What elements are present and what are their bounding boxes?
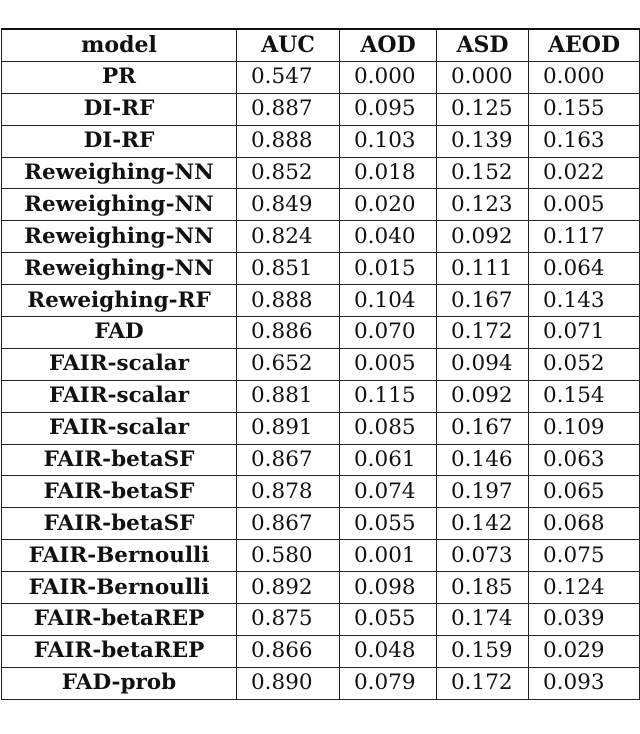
cell-aeod: 0.064 (529, 253, 640, 285)
cell-aod: 0.001 (340, 540, 437, 572)
cell-model: FAIR-scalar (2, 348, 237, 380)
table-row (2, 157, 640, 189)
cell-aod: 0.115 (340, 380, 437, 412)
cell-aod: 0.085 (340, 412, 437, 444)
header-row (2, 29, 640, 61)
cell-model: FAIR-scalar (2, 380, 237, 412)
cell-aeod: 0.005 (529, 189, 640, 221)
cell-auc: 0.849 (237, 189, 340, 221)
cell-auc: 0.887 (237, 93, 340, 125)
cell-model: FAIR-betaSF (2, 476, 237, 508)
cell-aod: 0.074 (340, 476, 437, 508)
cell-asd: 0.094 (437, 348, 529, 380)
table-row (2, 444, 640, 476)
cell-asd: 0.000 (437, 61, 529, 93)
cell-auc: 0.891 (237, 412, 340, 444)
cell-aod: 0.040 (340, 221, 437, 253)
cell-aeod: 0.065 (529, 476, 640, 508)
cell-auc: 0.888 (237, 125, 340, 157)
cell-aod: 0.079 (340, 667, 437, 699)
cell-aod: 0.018 (340, 157, 437, 189)
cell-auc: 0.547 (237, 61, 340, 93)
cell-aod: 0.005 (340, 348, 437, 380)
cell-asd: 0.125 (437, 93, 529, 125)
column-header-asd: ASD (437, 29, 529, 61)
cell-model: FAIR-Bernoulli (2, 572, 237, 604)
cell-auc: 0.866 (237, 635, 340, 667)
cell-aeod: 0.029 (529, 635, 640, 667)
cell-asd: 0.111 (437, 253, 529, 285)
table-row (2, 572, 640, 604)
cell-aeod: 0.039 (529, 604, 640, 636)
table-row (2, 61, 640, 93)
cell-asd: 0.185 (437, 572, 529, 604)
cell-aod: 0.000 (340, 61, 437, 93)
table-row (2, 604, 640, 636)
cell-auc: 0.867 (237, 508, 340, 540)
cell-asd: 0.167 (437, 412, 529, 444)
cell-model: FAIR-betaSF (2, 508, 237, 540)
cell-auc: 0.886 (237, 317, 340, 349)
cell-auc: 0.892 (237, 572, 340, 604)
cell-asd: 0.172 (437, 317, 529, 349)
cell-model: FAIR-Bernoulli (2, 540, 237, 572)
cell-aeod: 0.093 (529, 667, 640, 699)
table-row (2, 125, 640, 157)
cell-aeod: 0.109 (529, 412, 640, 444)
cell-asd: 0.123 (437, 189, 529, 221)
column-header-auc: AUC (237, 29, 340, 61)
cell-aeod: 0.075 (529, 540, 640, 572)
cell-aeod: 0.124 (529, 572, 640, 604)
cell-aod: 0.095 (340, 93, 437, 125)
caption-fragment (0, 0, 640, 5)
cell-aod: 0.061 (340, 444, 437, 476)
cell-asd: 0.146 (437, 444, 529, 476)
cell-asd: 0.167 (437, 285, 529, 317)
table-row (2, 540, 640, 572)
cell-asd: 0.174 (437, 604, 529, 636)
column-header-aod: AOD (340, 29, 437, 61)
cell-auc: 0.878 (237, 476, 340, 508)
cell-model: Reweighing-RF (2, 285, 237, 317)
cell-model: Reweighing-NN (2, 253, 237, 285)
cell-asd: 0.197 (437, 476, 529, 508)
cell-model: DI-RF (2, 93, 237, 125)
table-row (2, 635, 640, 667)
cell-aod: 0.104 (340, 285, 437, 317)
results-table (1, 28, 640, 700)
table-row (2, 380, 640, 412)
table-row (2, 667, 640, 699)
table-row (2, 253, 640, 285)
cell-auc: 0.867 (237, 444, 340, 476)
cell-aeod: 0.154 (529, 380, 640, 412)
table-row (2, 476, 640, 508)
cell-asd: 0.139 (437, 125, 529, 157)
cell-asd: 0.092 (437, 221, 529, 253)
column-header-model: model (2, 29, 237, 61)
cell-auc: 0.580 (237, 540, 340, 572)
cell-aeod: 0.155 (529, 93, 640, 125)
cell-aod: 0.103 (340, 125, 437, 157)
cell-asd: 0.092 (437, 380, 529, 412)
cell-asd: 0.152 (437, 157, 529, 189)
table-row (2, 348, 640, 380)
cell-auc: 0.881 (237, 380, 340, 412)
table-body (2, 61, 640, 699)
cell-model: FAD-prob (2, 667, 237, 699)
cell-auc: 0.652 (237, 348, 340, 380)
cell-model: Reweighing-NN (2, 189, 237, 221)
cell-auc: 0.890 (237, 667, 340, 699)
cell-asd: 0.172 (437, 667, 529, 699)
cell-auc: 0.824 (237, 221, 340, 253)
cell-model: PR (2, 61, 237, 93)
table-row (2, 221, 640, 253)
cell-aod: 0.070 (340, 317, 437, 349)
cell-model: FAIR-betaSF (2, 444, 237, 476)
cell-aod: 0.055 (340, 508, 437, 540)
cell-model: FAD (2, 317, 237, 349)
table-row (2, 189, 640, 221)
table-header (2, 29, 640, 61)
cell-aeod: 0.143 (529, 285, 640, 317)
cell-model: FAIR-betaREP (2, 604, 237, 636)
column-header-aeod: AEOD (529, 29, 640, 61)
cell-aod: 0.048 (340, 635, 437, 667)
cell-aeod: 0.052 (529, 348, 640, 380)
cell-model: Reweighing-NN (2, 221, 237, 253)
cell-asd: 0.073 (437, 540, 529, 572)
cell-aeod: 0.000 (529, 61, 640, 93)
cell-model: FAIR-betaREP (2, 635, 237, 667)
cell-aeod: 0.071 (529, 317, 640, 349)
table-row (2, 412, 640, 444)
cell-aeod: 0.022 (529, 157, 640, 189)
cell-aod: 0.055 (340, 604, 437, 636)
cell-auc: 0.852 (237, 157, 340, 189)
cell-asd: 0.159 (437, 635, 529, 667)
cell-auc: 0.888 (237, 285, 340, 317)
cell-model: FAIR-scalar (2, 412, 237, 444)
cell-asd: 0.142 (437, 508, 529, 540)
cell-auc: 0.851 (237, 253, 340, 285)
table-row (2, 317, 640, 349)
cell-aod: 0.098 (340, 572, 437, 604)
cell-aod: 0.020 (340, 189, 437, 221)
table-row (2, 285, 640, 317)
cell-aeod: 0.063 (529, 444, 640, 476)
cell-aeod: 0.163 (529, 125, 640, 157)
cell-aeod: 0.068 (529, 508, 640, 540)
cell-model: Reweighing-NN (2, 157, 237, 189)
cell-aod: 0.015 (340, 253, 437, 285)
table-row (2, 508, 640, 540)
table-row (2, 93, 640, 125)
cell-auc: 0.875 (237, 604, 340, 636)
cell-model: DI-RF (2, 125, 237, 157)
cell-aeod: 0.117 (529, 221, 640, 253)
